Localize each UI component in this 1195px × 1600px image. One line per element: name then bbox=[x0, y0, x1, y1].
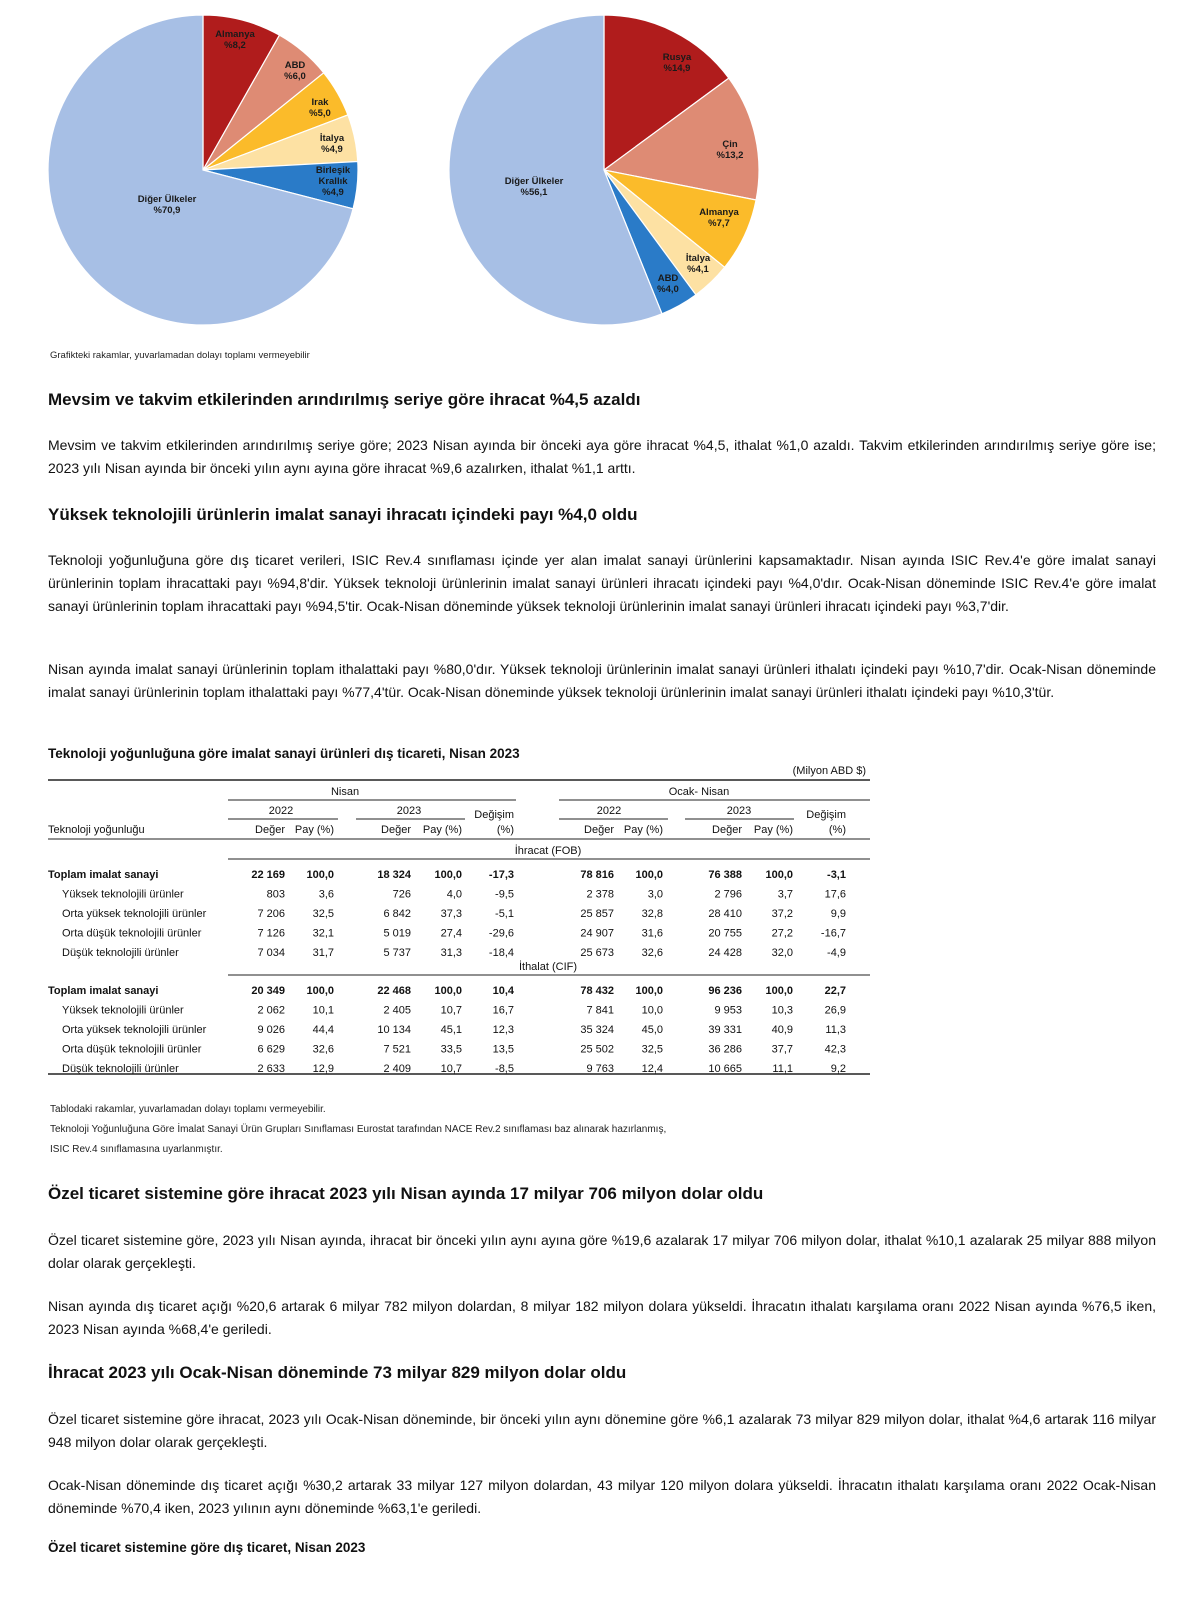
section-2-paragraph-2: Nisan ayında imalat sanayi ürünlerinin toplam ithalattaki payı %80,0'dır. Yüksek teknoloji ürünlerinin imalat sanayi ürünleri ithalatı içindeki payı %10,7'dir. Ocak-Nisan döneminde imalat sanayi ürünlerinin toplam ithalattaki payı %77,4'tür. Ocak-Nisan döneminde yüksek teknoloji ürünlerinin imalat sanayi ürünleri ithalatı içindeki payı %10,3'tür. bbox=[48, 661, 1156, 700]
table-cell: 100,0 bbox=[765, 869, 793, 881]
pie-label-almanya: Almanya %7,7 bbox=[699, 207, 739, 229]
table-cell: 10,7 bbox=[440, 1004, 462, 1017]
table-cell: 13,5 bbox=[492, 1043, 514, 1056]
table-cell: 45,1 bbox=[440, 1024, 462, 1036]
table-unit: (Milyon ABD $) bbox=[792, 765, 866, 777]
table-cell: 7 126 bbox=[257, 927, 285, 940]
table-cell: 39 331 bbox=[708, 1024, 742, 1036]
table-col-deger: Değer bbox=[584, 824, 614, 836]
section-3-paragraph-2: Nisan ayında dış ticaret açığı %20,6 artarak 6 milyar 782 milyon dolardan, 8 milyar 182 milyon dolara yükseldi. İhracatın ithalatı karşılama oranı 2022 Nisan ayında %76,5 iken, 2023 Nisan ayında %68,4'e geriledi. bbox=[48, 1298, 1156, 1337]
table-cell: 100,0 bbox=[306, 869, 334, 881]
table-cell: 42,3 bbox=[824, 1043, 846, 1056]
table-cell: 9 953 bbox=[714, 1004, 742, 1017]
table-col-pay: Pay (%) bbox=[422, 824, 462, 836]
table-note-3: ISIC Rev.4 sınıflamasına uyarlanmıştır. bbox=[50, 1144, 223, 1155]
table-cell: -9,5 bbox=[495, 888, 514, 901]
pie-chart-2 bbox=[449, 15, 759, 325]
table-cell: 24 907 bbox=[580, 927, 614, 940]
table-cell: 10,7 bbox=[440, 1063, 462, 1075]
table-degisim: (%) bbox=[496, 824, 514, 836]
table-col-pay: Pay (%) bbox=[294, 824, 334, 836]
table-cell: 2 378 bbox=[586, 888, 614, 901]
table-cell: 10,0 bbox=[641, 1004, 663, 1017]
section-2-paragraph-1: Teknoloji yoğunluğuna göre dış ticaret verileri, ISIC Rev.4 sınıflaması içinde yer alan imalat sanayi ürünlerini kapsamaktadır. Nisan ayında ISIC Rev.4'e göre imalat sanayi ürünlerinin toplam ihracattaki payı %94,8'dir. Yüksek teknoloji ürünlerinin imalat sanayi ürünleri ihracatı içindeki payı %4,0'dır. Ocak-Nisan döneminde ISIC Rev.4'e göre imalat sanayi ürünlerinin toplam ihracattaki payı %94,5'tir. Ocak-Nisan döneminde yüksek teknoloji ürünlerinin imalat sanayi ürünleri ihracatı içindeki payı %3,7'dir. bbox=[48, 552, 1156, 614]
table-cell: 22 468 bbox=[377, 985, 411, 997]
bottom-table-title: Özel ticaret sistemine göre dış ticaret, Nisan 2023 bbox=[48, 1540, 366, 1555]
table-row-label: Yüksek teknolojili ürünler bbox=[62, 1004, 184, 1017]
table-cell: 28 410 bbox=[708, 908, 742, 920]
tech-trade-table bbox=[48, 765, 870, 1100]
pie-label-abd: ABD %4,0 bbox=[657, 273, 679, 295]
table-cell: 96 236 bbox=[708, 985, 742, 997]
table-cell: 10,3 bbox=[771, 1004, 793, 1017]
table-cell: 32,6 bbox=[641, 947, 663, 959]
table-cell: 4,0 bbox=[446, 888, 462, 901]
table-cell: -5,1 bbox=[495, 908, 514, 920]
table-cell: 6 842 bbox=[383, 908, 411, 920]
table-cell: 22 169 bbox=[251, 869, 285, 881]
table-cell: 100,0 bbox=[635, 869, 663, 881]
section-2-title: Yüksek teknolojili ürünlerin imalat sanayi ihracatı içindeki payı %4,0 oldu bbox=[48, 505, 638, 524]
table-year-2023: 2023 bbox=[726, 805, 752, 817]
table-cell: 26,9 bbox=[824, 1004, 846, 1017]
table-cell: 32,8 bbox=[641, 908, 663, 920]
table-cell: 2 405 bbox=[383, 1004, 411, 1017]
table-cell: 2 062 bbox=[257, 1004, 285, 1017]
table-note-1: Tablodaki rakamlar, yuvarlamadan dolayı toplamı vermeyebilir. bbox=[50, 1104, 326, 1115]
table-cell: 11,3 bbox=[825, 1024, 846, 1036]
table-row-label: Orta düşük teknolojili ürünler bbox=[62, 1043, 202, 1056]
table-cell: 32,6 bbox=[312, 1043, 334, 1056]
section-4-paragraph-2: Ocak-Nisan döneminde dış ticaret açığı %30,2 artarak 33 milyar 127 milyon dolardan, 43 milyar 120 milyon dolara yükseldi. İhracatın ithalatı karşılama oranı 2022 Ocak-Nisan döneminde %70,4 iken, 2023 yılının aynı döneminde %63,1'e geriledi. bbox=[48, 1477, 1156, 1516]
table-cell: 12,4 bbox=[641, 1063, 663, 1075]
table-cell: 25 502 bbox=[580, 1043, 614, 1056]
table-group-ocak: Ocak- Nisan bbox=[668, 786, 730, 798]
table-cell: 10,1 bbox=[312, 1004, 334, 1017]
table-cell: 11,1 bbox=[772, 1063, 793, 1075]
table-cell: 31,3 bbox=[440, 947, 462, 959]
table-cell: -16,7 bbox=[820, 927, 846, 940]
table-note-2: Teknoloji Yoğunluğuna Göre İmalat Sanayi Ürün Grupları Sınıflaması Eurostat tarafından NACE Rev.2 sınıflaması baz alınarak hazırlanmış, bbox=[50, 1124, 667, 1135]
table-cell: 76 388 bbox=[708, 869, 742, 881]
table-cell: 9,9 bbox=[830, 908, 846, 920]
pie-label-irak: Irak %5,0 bbox=[309, 97, 331, 119]
table-cell: 2 796 bbox=[714, 888, 742, 901]
table-cell: 10 134 bbox=[377, 1024, 411, 1036]
table-cell: 9 026 bbox=[257, 1024, 285, 1036]
table-row-label: Düşük teknolojili ürünler bbox=[62, 1063, 179, 1075]
table-cell: 3,7 bbox=[777, 888, 793, 901]
table-col-deger: Değer bbox=[381, 824, 411, 836]
table-cell: 2 409 bbox=[383, 1063, 411, 1075]
table-row-label: Toplam imalat sanayi bbox=[48, 985, 159, 997]
pie-label-almanya: Almanya %8,2 bbox=[215, 29, 255, 51]
table-section-export: İhracat (FOB) bbox=[514, 845, 582, 857]
table-cell: 27,4 bbox=[440, 927, 462, 940]
table-cell: 5 737 bbox=[383, 947, 411, 959]
pie-label-birlesik-krallik: Birleşik Krallık %4,9 bbox=[315, 165, 351, 198]
table-row-label: Orta yüksek teknolojili ürünler bbox=[62, 1024, 207, 1036]
table-cell: 7 521 bbox=[383, 1043, 411, 1056]
table-cell: 27,2 bbox=[771, 927, 793, 940]
table-cell: 3,0 bbox=[647, 888, 663, 901]
pie-label-rusya: Rusya %14,9 bbox=[662, 52, 692, 74]
table-cell: 32,1 bbox=[312, 927, 334, 940]
table-col-deger: Değer bbox=[255, 824, 285, 836]
section-4-title: İhracat 2023 yılı Ocak-Nisan döneminde 73 milyar 829 milyon dolar oldu bbox=[48, 1363, 627, 1382]
table-cell: 2 633 bbox=[257, 1063, 285, 1075]
table-cell: 32,5 bbox=[312, 908, 334, 920]
pie-chart-1 bbox=[48, 15, 358, 325]
table-group-nisan: Nisan bbox=[330, 786, 360, 798]
table-cell: 33,5 bbox=[440, 1043, 462, 1056]
section-1-title: Mevsim ve takvim etkilerinden arındırılmış seriye göre ihracat %4,5 azaldı bbox=[48, 390, 641, 409]
pie-label-abd: ABD %6,0 bbox=[284, 60, 306, 82]
table-cell: 45,0 bbox=[641, 1024, 663, 1036]
table-col-deger: Değer bbox=[712, 824, 742, 836]
table-cell: 803 bbox=[266, 888, 285, 901]
table-cell: 32,0 bbox=[771, 947, 793, 959]
table-degisim: (%) bbox=[828, 824, 846, 836]
table-title: Teknoloji yoğunluğuna göre imalat sanayi ürünleri dış ticareti, Nisan 2023 bbox=[48, 746, 520, 761]
table-cell: 12,3 bbox=[492, 1024, 514, 1036]
table-row-header: Teknoloji yoğunluğu bbox=[48, 824, 145, 836]
table-cell: 9 763 bbox=[586, 1063, 614, 1075]
table-cell: 18 324 bbox=[377, 869, 411, 881]
table-year-2022: 2022 bbox=[268, 805, 294, 817]
table-cell: 40,9 bbox=[771, 1024, 793, 1036]
table-cell: 37,7 bbox=[771, 1043, 793, 1056]
table-cell: 100,0 bbox=[306, 985, 334, 997]
table-cell: 20 349 bbox=[251, 985, 285, 997]
pie-label-italya: İtalya %4,1 bbox=[685, 253, 711, 275]
table-cell: 37,3 bbox=[440, 908, 462, 920]
table-cell: 32,5 bbox=[641, 1043, 663, 1056]
table-cell: 7 841 bbox=[586, 1004, 614, 1017]
table-row-label: Orta düşük teknolojili ürünler bbox=[62, 927, 202, 940]
section-3-paragraph-1: Özel ticaret sistemine göre, 2023 yılı Nisan ayında, ihracat bir önceki yılın aynı ayına göre %19,6 azalarak 17 milyar 706 milyon dolar, ithalat %10,1 azalarak 25 milyar 888 milyon dolar olarak gerçekleşti. bbox=[48, 1232, 1156, 1271]
table-cell: 25 857 bbox=[580, 908, 614, 920]
table-cell: 10,4 bbox=[492, 985, 514, 997]
table-year-2022: 2022 bbox=[596, 805, 622, 817]
table-cell: 100,0 bbox=[434, 869, 462, 881]
section-4-paragraph-1: Özel ticaret sistemine göre ihracat, 2023 yılı Ocak-Nisan döneminde, bir önceki yılın aynı dönemine göre %6,1 azalarak 73 milyar 829 milyon dolar, ithalat %4,6 artarak 116 milyar 948 milyon dolar olarak gerçekleşti. bbox=[48, 1411, 1156, 1450]
table-cell: 24 428 bbox=[708, 947, 742, 959]
table-cell: 100,0 bbox=[434, 985, 462, 997]
table-cell: -8,5 bbox=[495, 1063, 514, 1075]
section-3-title: Özel ticaret sistemine göre ihracat 2023 yılı Nisan ayında 17 milyar 706 milyon dolar oldu bbox=[48, 1184, 764, 1203]
pie-label-italya: İtalya %4,9 bbox=[319, 133, 345, 155]
table-cell: 37,2 bbox=[771, 908, 793, 920]
table-cell: 78 432 bbox=[580, 985, 614, 997]
pie-label-diger-ulkeler: Diğer Ülkeler %70,9 bbox=[137, 194, 197, 216]
table-cell: 35 324 bbox=[580, 1024, 614, 1036]
table-cell: -4,9 bbox=[827, 947, 846, 959]
table-cell: 3,6 bbox=[318, 888, 334, 901]
table-cell: 9,2 bbox=[830, 1063, 846, 1075]
table-row-label: Yüksek teknolojili ürünler bbox=[62, 888, 184, 901]
pie-note: Grafikteki rakamlar, yuvarlamadan dolayı toplamı vermeyebilir bbox=[50, 350, 310, 361]
pie-charts bbox=[0, 0, 1195, 345]
table-col-pay: Pay (%) bbox=[623, 824, 663, 836]
table-cell: -17,3 bbox=[488, 869, 514, 881]
table-cell: 20 755 bbox=[708, 927, 742, 940]
pie-label-diger-ulkeler: Diğer Ülkeler %56,1 bbox=[504, 176, 564, 198]
table-degisim: Değişim bbox=[806, 809, 846, 821]
table-cell: -3,1 bbox=[827, 869, 846, 881]
table-cell: -29,6 bbox=[488, 927, 514, 940]
table-cell: 31,6 bbox=[641, 927, 663, 940]
table-cell: 44,4 bbox=[312, 1024, 334, 1036]
table-cell: 12,9 bbox=[312, 1063, 334, 1075]
table-year-2023: 2023 bbox=[396, 805, 422, 817]
table-cell: 100,0 bbox=[635, 985, 663, 997]
table-cell: 78 816 bbox=[580, 869, 614, 881]
table-row-label: Toplam imalat sanayi bbox=[48, 869, 159, 881]
table-degisim: Değişim bbox=[474, 809, 514, 821]
table-cell: 100,0 bbox=[765, 985, 793, 997]
table-row-label: Orta yüksek teknolojili ürünler bbox=[62, 908, 207, 920]
table-col-pay: Pay (%) bbox=[753, 824, 793, 836]
table-cell: 25 673 bbox=[580, 947, 614, 959]
table-cell: 10 665 bbox=[708, 1063, 742, 1075]
table-cell: 6 629 bbox=[257, 1043, 285, 1056]
section-1-paragraph: Mevsim ve takvim etkilerinden arındırılmış seriye göre; 2023 Nisan ayında bir önceki aya göre ihracat %4,5, ithalat %1,0 azaldı. Takvim etkilerinden arındırılmış seriye göre ise; 2023 yılı Nisan ayında bir önceki yılın aynı ayına göre ihracat %9,6 azalırken, ithalat %1,1 arttı. bbox=[48, 437, 1156, 476]
table-cell: 36 286 bbox=[708, 1043, 742, 1056]
pie-label-cin: Çin %13,2 bbox=[716, 139, 744, 161]
table-cell: 16,7 bbox=[492, 1004, 514, 1017]
table-row-label: Düşük teknolojili ürünler bbox=[62, 947, 179, 959]
table-cell: 7 034 bbox=[257, 947, 285, 959]
table-cell: -18,4 bbox=[488, 947, 514, 959]
table-cell: 31,7 bbox=[312, 947, 334, 959]
table-cell: 7 206 bbox=[257, 908, 285, 920]
table-section-import: İthalat (CIF) bbox=[518, 961, 578, 973]
table-cell: 17,6 bbox=[824, 888, 846, 901]
table-cell: 726 bbox=[392, 888, 411, 901]
table-cell: 22,7 bbox=[824, 985, 846, 997]
table-cell: 5 019 bbox=[383, 927, 411, 940]
